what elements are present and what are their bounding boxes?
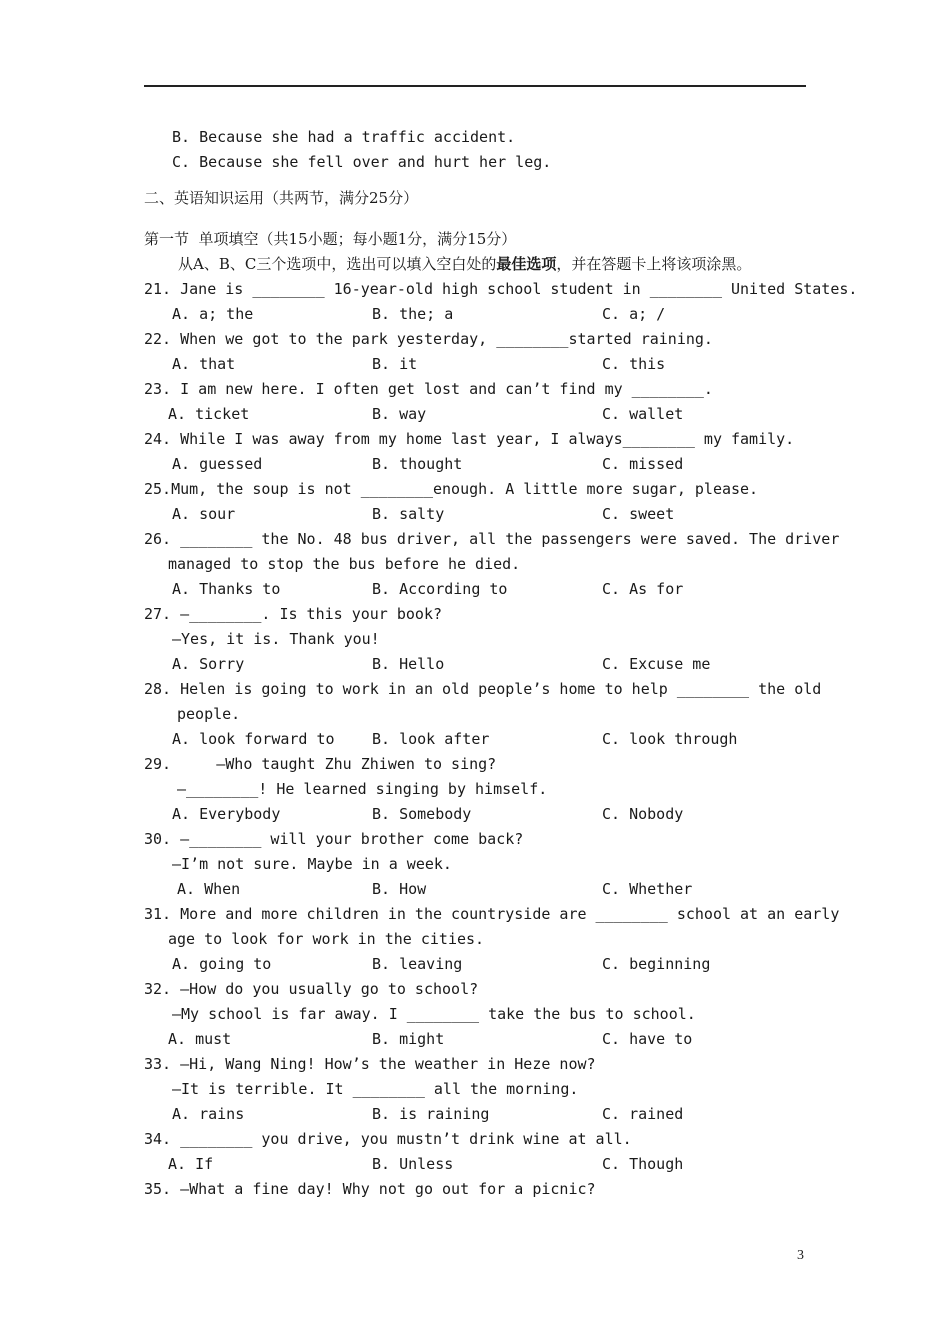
question-28-cont: people.: [177, 705, 241, 723]
option-c: C. Excuse me: [602, 655, 711, 673]
question-33: 33. —Hi, Wang Ning! How’s the weather in Heze now?: [144, 1055, 596, 1073]
option-b: B. Hello: [372, 655, 445, 673]
option-c: C. rained: [602, 1105, 684, 1123]
option-a: A. guessed: [172, 455, 263, 473]
option-c: C. Though: [602, 1155, 684, 1173]
option-c: C. Whether: [602, 880, 693, 898]
option-b: B. is raining: [372, 1105, 490, 1123]
question-27-reply: —Yes, it is. Thank you!: [172, 630, 380, 648]
option-a: A. going to: [172, 955, 272, 973]
question-32: 32. —How do you usually go to school?: [144, 980, 479, 998]
instruction-pre: 从A、B、C三个选项中，选出可以填入空白处的: [178, 255, 497, 273]
option-a: A. Everybody: [172, 805, 281, 823]
option-c: C. As for: [602, 580, 684, 598]
question-27: 27. —________. Is this your book?: [144, 605, 443, 623]
header-rule: [144, 85, 806, 87]
option-b: B. leaving: [372, 955, 463, 973]
question-34: 34. ________ you drive, you mustn’t drink wine at all.: [144, 1130, 632, 1148]
question-29-reply: —________! He learned singing by himself.: [177, 780, 548, 798]
option-a: A. rains: [172, 1105, 245, 1123]
option-a: A. When: [177, 880, 241, 898]
question-23: 23. I am new here. I often get lost and can’t find my ________.: [144, 380, 713, 398]
question-21: 21. Jane is ________ 16-year-old high school student in ________ United States.: [144, 280, 858, 298]
question-28: 28. Helen is going to work in an old people’s home to help ________ the old: [144, 680, 822, 698]
option-a: A. a; the: [172, 305, 254, 323]
option-c: C. this: [602, 355, 666, 373]
question-22: 22. When we got to the park yesterday, ________started raining.: [144, 330, 713, 348]
option-b: B. thought: [372, 455, 463, 473]
question-33-reply: —It is terrible. It ________ all the morning.: [172, 1080, 579, 1098]
instruction: [178, 255, 751, 273]
option-b: B. it: [372, 355, 418, 373]
option-c: C. beginning: [602, 955, 711, 973]
option-b: B. way: [372, 405, 427, 423]
option-b: B. look after: [372, 730, 490, 748]
question-35: 35. —What a fine day! Why not go out for a picnic?: [144, 1180, 596, 1198]
question-24: 24. While I was away from my home last year, I always________ my family.: [144, 430, 795, 448]
carry-option-b: B. Because she had a traffic accident.: [172, 128, 516, 146]
option-a: A. ticket: [168, 405, 250, 423]
carry-option-c: C. Because she fell over and hurt her leg.: [172, 153, 552, 171]
option-b: B. How: [372, 880, 427, 898]
option-a: A. sour: [172, 505, 236, 523]
section-title: 二、英语知识运用（共两节，满分25分）: [144, 189, 419, 207]
option-b: B. salty: [372, 505, 445, 523]
option-a: A. If: [168, 1155, 214, 1173]
option-b: B. Unless: [372, 1155, 454, 1173]
question-30-reply: —I’m not sure. Maybe in a week.: [172, 855, 452, 873]
question-32-reply: —My school is far away. I ________ take the bus to school.: [172, 1005, 696, 1023]
subsection-title: 第一节 单项填空（共15小题；每小题1分，满分15分）: [144, 230, 517, 248]
option-c: C. sweet: [602, 505, 675, 523]
option-a: A. must: [168, 1030, 232, 1048]
instruction-bold: 最佳选项: [496, 255, 557, 273]
question-26-cont: managed to stop the bus before he died.: [168, 555, 521, 573]
option-a: A. that: [172, 355, 236, 373]
option-c: C. missed: [602, 455, 684, 473]
question-30: 30. —________ will your brother come back?: [144, 830, 524, 848]
option-c: C. have to: [602, 1030, 693, 1048]
question-31: 31. More and more children in the countryside are ________ school at an early: [144, 905, 840, 923]
page-number: 3: [797, 1248, 804, 1263]
question-26: 26. ________ the No. 48 bus driver, all the passengers were saved. The driver: [144, 530, 840, 548]
option-b: B. According to: [372, 580, 508, 598]
option-c: C. Nobody: [602, 805, 684, 823]
instruction-post: ，并在答题卡上将该项涂黑。: [556, 255, 752, 273]
option-b: B. might: [372, 1030, 445, 1048]
option-c: C. a; /: [602, 305, 666, 323]
question-25: 25.Mum, the soup is not ________enough. A little more sugar, please.: [144, 480, 759, 498]
option-a: A. Sorry: [172, 655, 245, 673]
question-29: 29. —Who taught Zhu Zhiwen to sing?: [144, 755, 497, 773]
option-c: C. wallet: [602, 405, 684, 423]
option-a: A. look forward to: [172, 730, 335, 748]
option-b: B. Somebody: [372, 805, 472, 823]
option-a: A. Thanks to: [172, 580, 281, 598]
option-c: C. look through: [602, 730, 738, 748]
option-b: B. the; a: [372, 305, 454, 323]
question-31-cont: age to look for work in the cities.: [168, 930, 485, 948]
